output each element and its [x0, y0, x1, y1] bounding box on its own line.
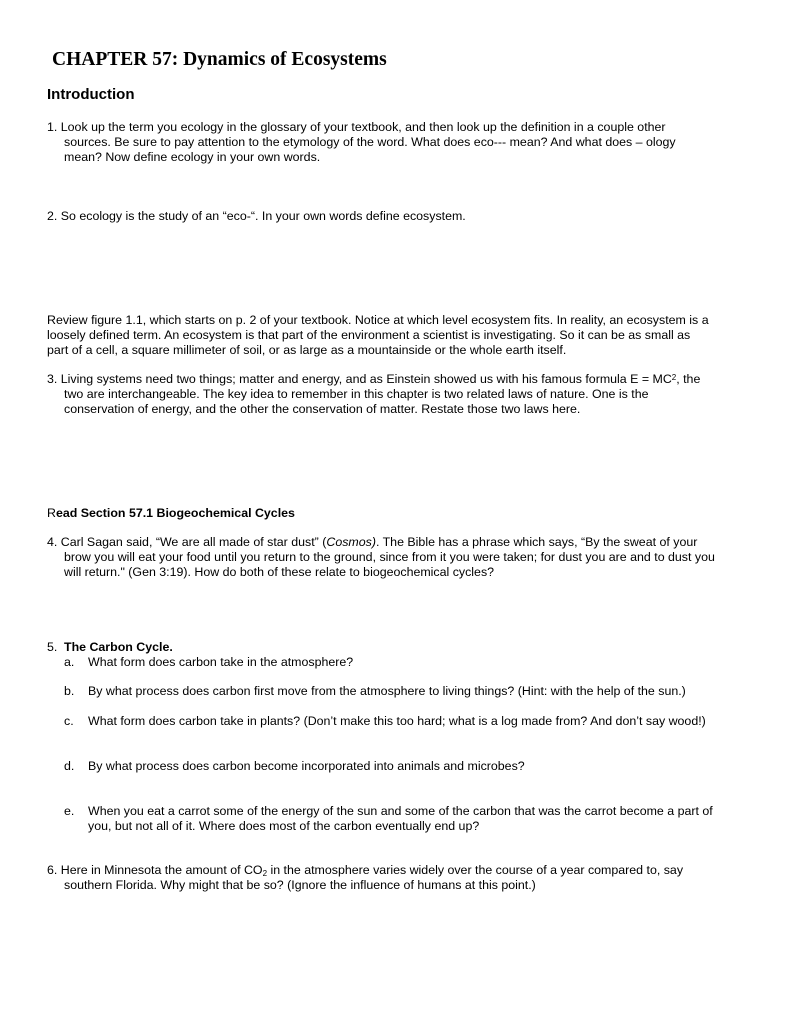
- question-4-line-2: brow you will eat your food until you return to the ground, since from it you were taken; for dust you are and to dust you: [64, 550, 715, 564]
- question-5-heading: The Carbon Cycle.: [64, 640, 173, 654]
- question-5c-text: What form does carbon take in plants? (Don’t make this too hard; what is a log made from? And don’t say wood!): [88, 714, 706, 728]
- question-5e-text: When you eat a carrot some of the energy of the sun and some of the carbon that was the carrot become a part of: [88, 804, 713, 818]
- question-5d-letter: d.: [64, 759, 75, 773]
- question-6-text-b: in the atmosphere varies widely over the course of a year compared to, say: [267, 863, 684, 877]
- question-4-italic-cosmos: Cosmos): [326, 535, 376, 549]
- question-1-line-3: mean? Now define ecology in your own words.: [64, 150, 321, 164]
- question-6-line-1: [47, 863, 683, 879]
- review-paragraph-line-2: loosely defined term. An ecosystem is that part of the environment a scientist is investigating. So it can be as small as: [47, 328, 691, 342]
- question-5a-text: What form does carbon take in the atmosphere?: [88, 655, 354, 669]
- question-6-text-a: 6. Here in Minnesota the amount of CO: [47, 863, 263, 877]
- read-section-heading: [47, 506, 295, 521]
- page-title: CHAPTER 57: Dynamics of Ecosystems: [52, 49, 387, 70]
- question-4-text-a: 4. Carl Sagan said, “We are all made of star dust” (: [47, 535, 327, 549]
- question-5e-text-line-2: you, but not all of it. Where does most of the carbon eventually end up?: [88, 819, 480, 833]
- review-paragraph-line-1: Review figure 1.1, which starts on p. 2 of your textbook. Notice at which level ecosystem fits. In reality, an ecosystem is a: [47, 313, 709, 327]
- read-section-title: ead Section 57.1 Biogeochemical Cycles: [55, 506, 295, 520]
- question-3-line-2: two are interchangeable. The key idea to remember in this chapter is two related laws of nature. One is the: [64, 387, 649, 401]
- review-paragraph-line-3: part of a cell, a square millimeter of soil, or as large as a mountainside or the whole earth itself.: [47, 343, 567, 357]
- question-4-line-3: will return." (Gen 3:19). How do both of these relate to biogeochemical cycles?: [64, 565, 495, 579]
- question-5e-letter: e.: [64, 804, 75, 818]
- question-3-line-3: conservation of energy, and the other the conservation of matter. Restate those two laws here.: [64, 402, 581, 416]
- question-5c-letter: c.: [64, 714, 74, 728]
- question-6-line-2: southern Florida. Why might that be so? (Ignore the influence of humans at this point.): [64, 878, 536, 892]
- question-3-line-1: [47, 372, 700, 387]
- question-1-line-1: 1. Look up the term you ecology in the glossary of your textbook, and then look up the definition in a couple other: [47, 120, 666, 134]
- question-5d-text: By what process does carbon become incorporated into animals and microbes?: [88, 759, 525, 773]
- question-4-line-1: [47, 535, 697, 550]
- question-5b-text: By what process does carbon first move from the atmosphere to living things? (Hint: with the help of the sun.): [88, 684, 686, 698]
- superscript-2: 2: [671, 373, 677, 382]
- question-5a-letter: a.: [64, 655, 75, 669]
- question-2: 2. So ecology is the study of an “eco-“. In your own words define ecosystem.: [47, 209, 466, 223]
- question-5-number: 5.: [47, 640, 58, 654]
- question-3-text-a: 3. Living systems need two things; matter and energy, and as Einstein showed us with his famous formula E = MC: [47, 372, 672, 386]
- question-5b-letter: b.: [64, 684, 75, 698]
- subscript-2: 2: [262, 869, 268, 878]
- question-1-line-2: sources. Be sure to pay attention to the etymology of the word. What does eco--- mean? And what does – ology: [64, 135, 676, 149]
- read-section-initial: R: [47, 506, 56, 520]
- question-4-text-b: . The Bible has a phrase which says, “By the sweat of your: [375, 535, 698, 549]
- section-heading-introduction: Introduction: [47, 86, 135, 103]
- question-3-text-b: , the: [676, 372, 701, 386]
